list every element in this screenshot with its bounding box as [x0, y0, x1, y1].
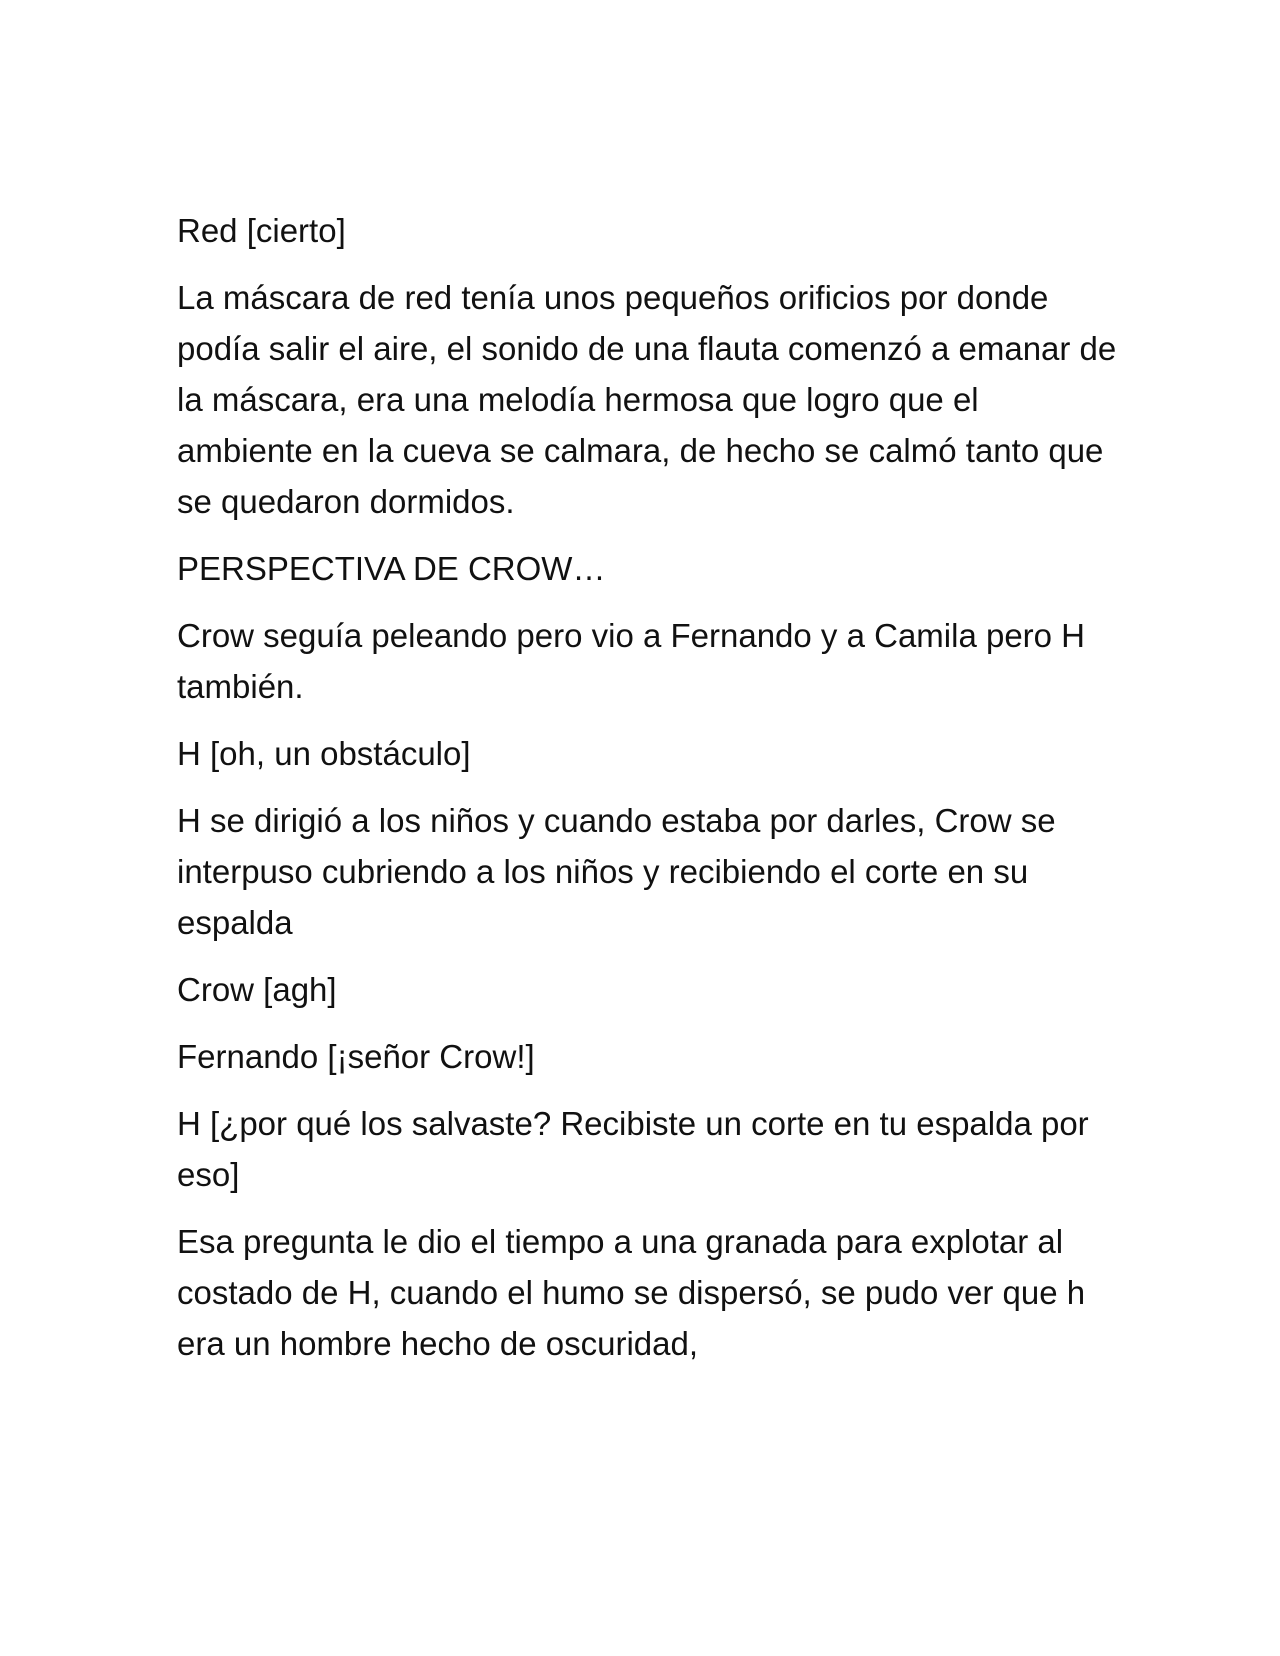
dialogue-line-h-question: H [¿por qué los salvaste? Recibiste un corte en tu espalda por eso] [177, 1105, 1089, 1193]
narrative-paragraph-grenade: Esa pregunta le dio el tiempo a una granada para explotar al costado de H, cuando el humo se dispersó, se pudo ver que h era un hombre hecho de oscuridad, [177, 1223, 1086, 1362]
narrative-paragraph-crow-shields: H se dirigió a los niños y cuando estaba por darles, Crow se interpuso cubriendo a los niños y recibiendo el corte en su espalda [177, 802, 1056, 941]
section-heading-crow-perspective: PERSPECTIVA DE CROW… [177, 550, 606, 587]
narrative-paragraph-mask: La máscara de red tenía unos pequeños orificios por donde podía salir el aire, el sonido de una flauta comenzó a emanar de la máscara, era una melodía hermosa que logro que el ambiente en la cueva se calmara, de hecho se calmó tanto que se quedaron dormidos. [177, 279, 1117, 520]
document-body [177, 205, 1117, 1385]
narrative-paragraph-crow-fighting: Crow seguía peleando pero vio a Fernando y a Camila pero H también. [177, 617, 1086, 705]
dialogue-line-h-obstacle: H [oh, un obstáculo] [177, 735, 471, 772]
dialogue-line-crow: Crow [agh] [177, 971, 337, 1008]
dialogue-line-fernando: Fernando [¡señor Crow!] [177, 1038, 535, 1075]
dialogue-line-red: Red [cierto] [177, 212, 346, 249]
